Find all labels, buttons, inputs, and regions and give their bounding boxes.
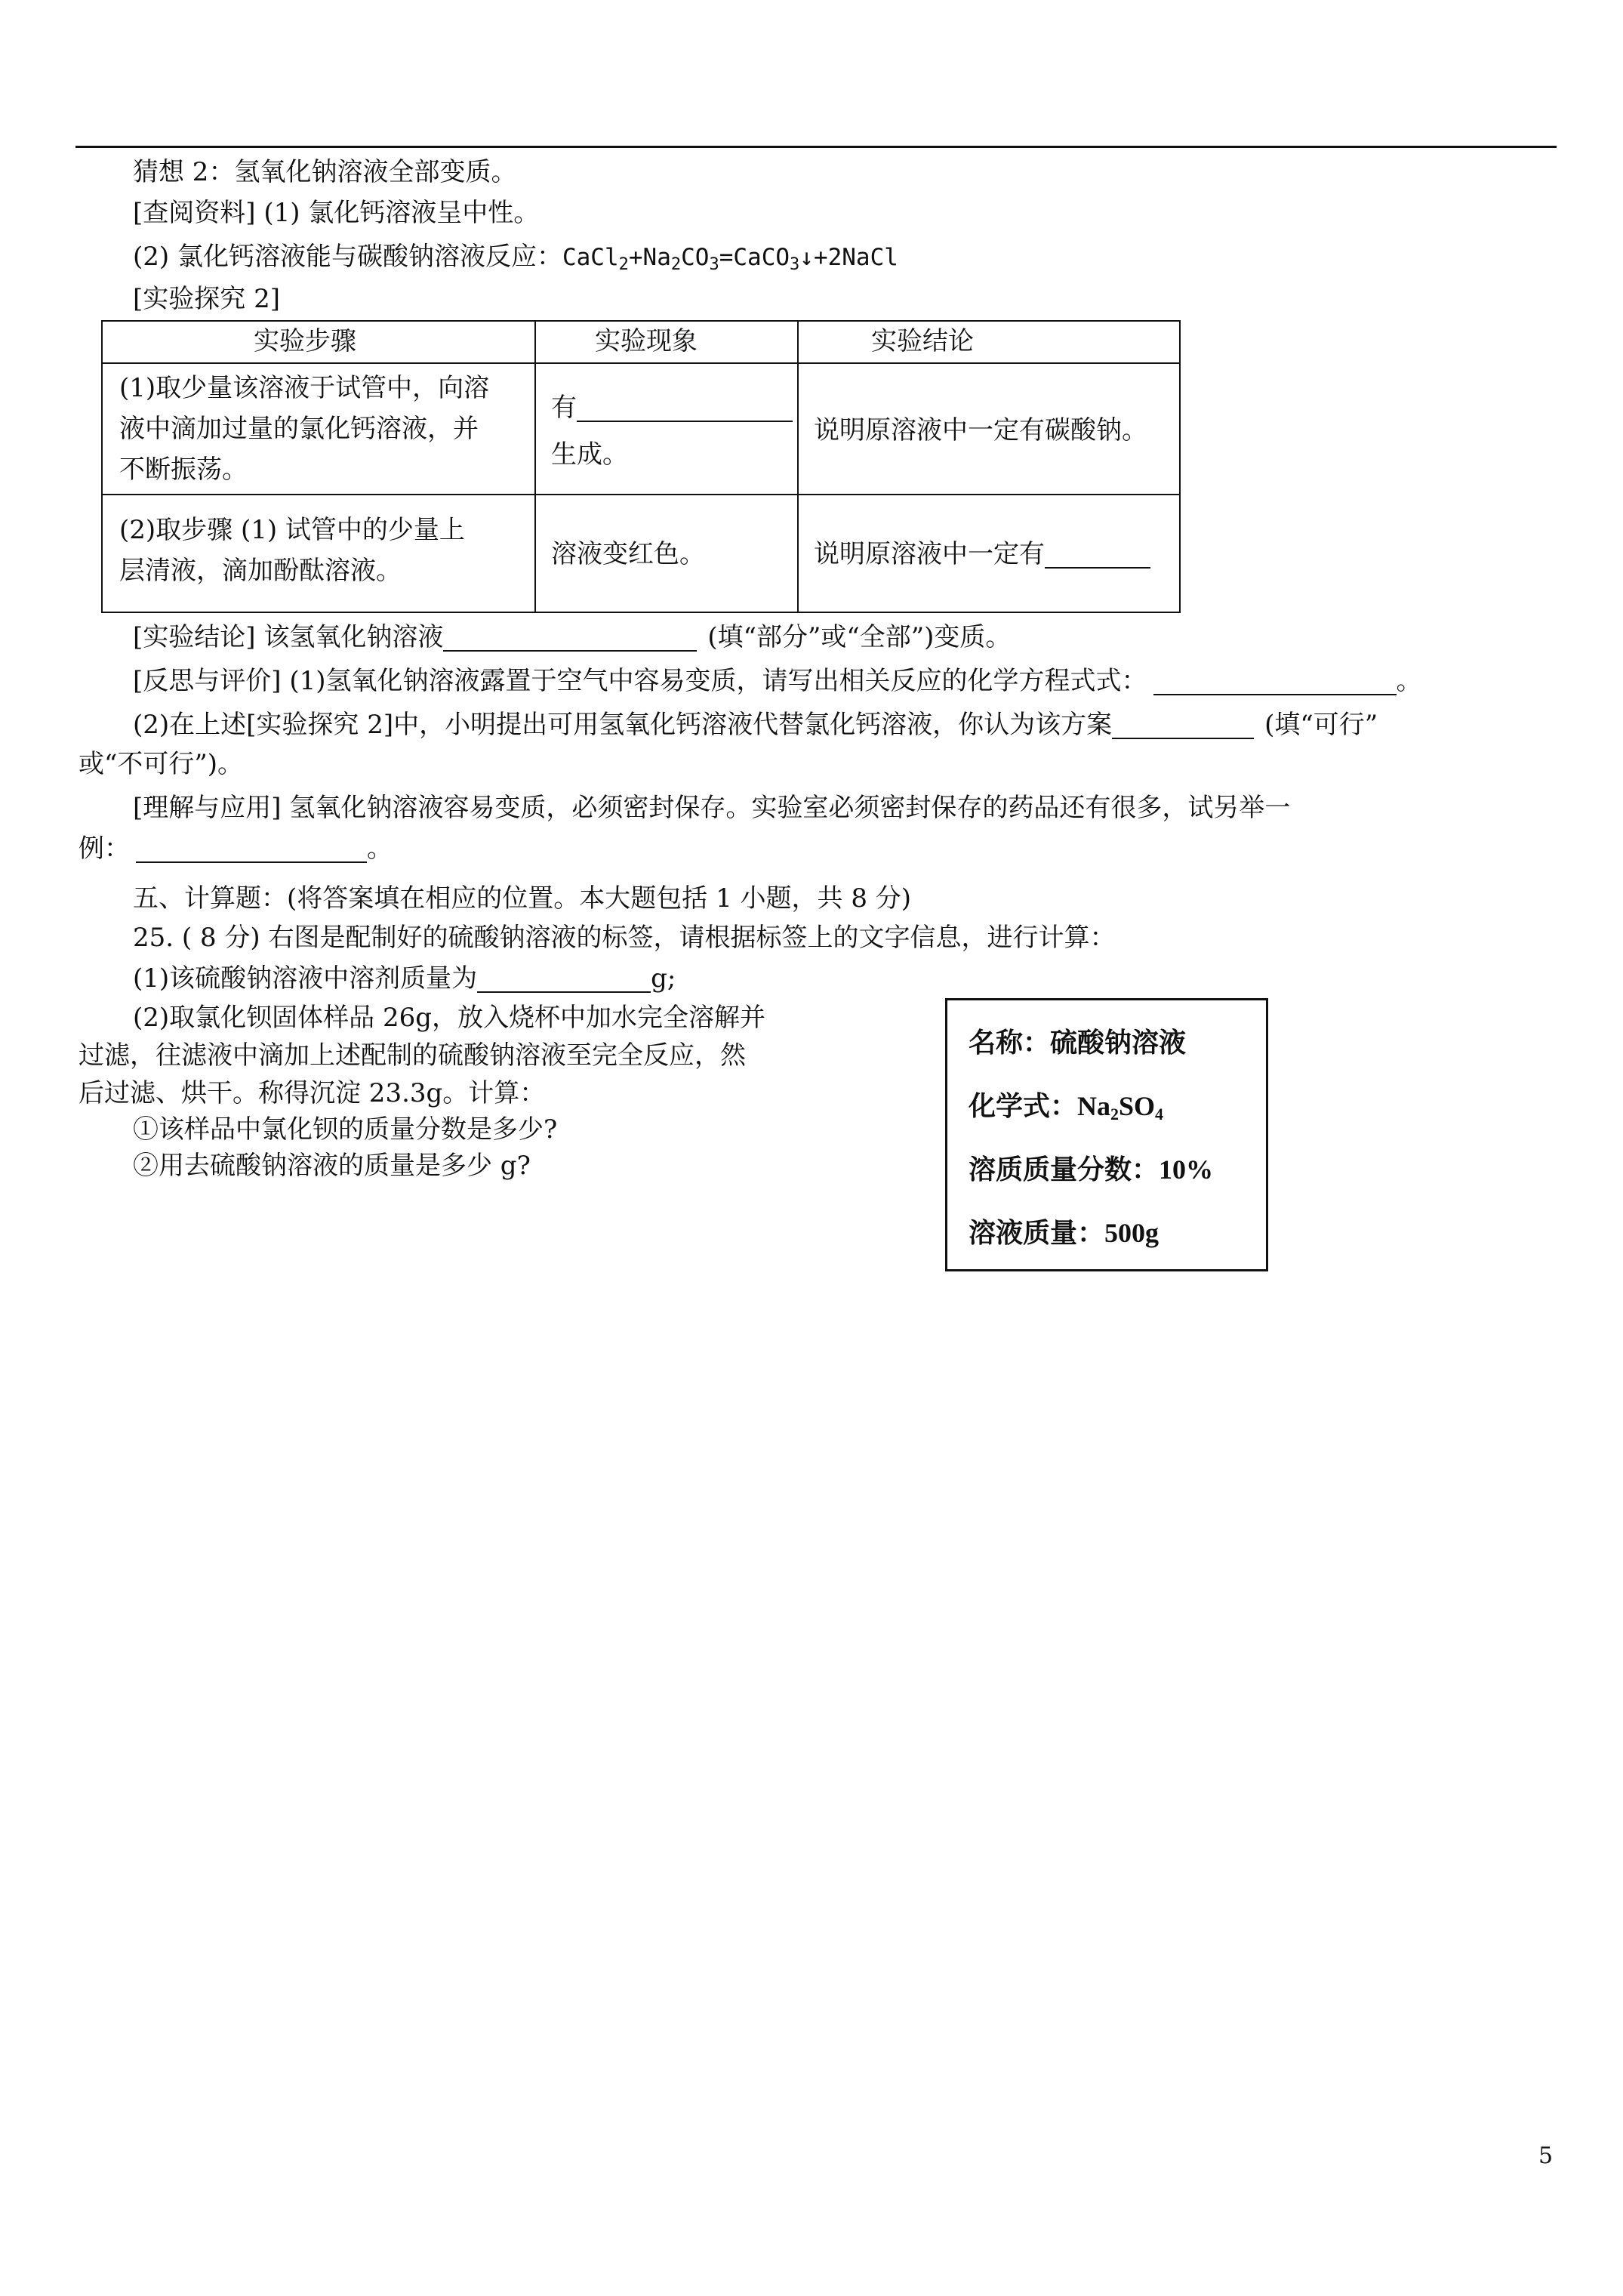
question-25-part-2-line-3: 后过滤、烘干。称得沉淀 23.3g。计算： [79, 1078, 546, 1108]
question-25-part-2-line-2: 过滤，往滤液中滴加上述配制的硫酸钠溶液至完全反应，然 [79, 1040, 746, 1071]
guess-2: 猜想 2：氢氧化钠溶液全部变质。 [133, 157, 517, 187]
reagent-label [945, 998, 1268, 1271]
question-25-sub-1: ①该样品中氯化钡的质量分数是多少? [133, 1114, 558, 1145]
reference-title: [查阅资料] (1) 氯化钙溶液呈中性。 [133, 198, 540, 228]
label-mass-fraction: 溶质质量分数：10% [969, 1154, 1214, 1185]
answer-blank-extent[interactable] [443, 623, 697, 652]
table-row-1-step: (1)取少量该溶液于试管中，向溶 液中滴加过量的氯化钙溶液，并 不断振荡。 [101, 362, 536, 495]
reference-2 [133, 240, 898, 274]
header-rule [75, 146, 1557, 148]
application-example: 例： 。 [79, 834, 393, 864]
table-row-1-phenomenon: 有 生成。 [534, 362, 799, 495]
chemical-equation: $CaCl_2+Na_2CO_3=CaCO_3↓+2NaCl$ [562, 244, 898, 274]
experiment-2-title: [实验探究 2] [133, 284, 280, 314]
experiment-conclusion: [实验结论] 该氢氧化钠溶液 (填“部分”或“全部”)变质。 [133, 622, 1012, 652]
answer-blank-solute[interactable] [1045, 540, 1150, 569]
application: [理解与应用] 氢氧化钠溶液容易变质，必须密封保存。实验室必须密封保存的药品还有很多，试另举一 [133, 793, 1291, 823]
answer-blank-precipitate[interactable] [577, 393, 793, 422]
reflection-1: [反思与评价] (1)氢氧化钠溶液露置于空气中容易变质，请写出相关反应的化学方程式式： 。 [133, 666, 1422, 696]
answer-blank-feasibility[interactable] [1112, 710, 1254, 739]
table-row-2-conclusion: 说明原溶液中一定有 [797, 494, 1181, 613]
question-25-sub-2: ②用去硫酸钠溶液的质量是多少 g? [133, 1151, 531, 1181]
table-row-1-conclusion: 说明原溶液中一定有碳酸钠。 [797, 362, 1181, 495]
table-header-step: 实验步骤 [101, 320, 536, 364]
question-25: 25. ( 8 分) 右图是配制好的硫酸钠溶液的标签，请根据标签上的文字信息，进行计算： [133, 923, 1116, 953]
reference-2-text: (2) 氯化钙溶液能与碳酸钠溶液反应： [133, 242, 562, 272]
reflection-2: (2)在上述[实验探究 2]中，小明提出可用氢氧化钙溶液代替氯化钙溶液，你认为该方案 (填“可行” [133, 710, 1378, 740]
label-solution-mass: 溶液质量：500g [969, 1218, 1160, 1248]
table-row-2-phenomenon: 溶液变红色。 [534, 494, 799, 613]
table-header-conclusion: 实验结论 [797, 320, 1181, 364]
question-25-part-1: (1)该硫酸钠溶液中溶剂质量为 g; [133, 963, 676, 994]
answer-blank-solvent-mass[interactable] [477, 964, 651, 993]
answer-blank-example[interactable] [136, 834, 367, 863]
label-formula: 化学式：$Na_2SO_4$ [969, 1091, 1164, 1123]
label-name: 名称：硫酸钠溶液 [969, 1028, 1187, 1058]
answer-blank-equation[interactable] [1153, 667, 1397, 695]
table-header-phenomenon: 实验现象 [534, 320, 799, 364]
section-5-title: 五、计算题：(将答案填在相应的位置。本大题包括 1 小题，共 8 分) [133, 883, 912, 914]
page-number: 5 [1538, 2143, 1554, 2169]
reflection-2-continued: 或“不可行”)。 [79, 749, 244, 779]
question-25-part-2-line-1: (2)取氯化钡固体样品 26g，放入烧杯中加水完全溶解并 [133, 1003, 765, 1033]
table-row-2-step: (2)取步骤 (1) 试管中的少量上 层清液，滴加酚酞溶液。 [101, 494, 536, 613]
